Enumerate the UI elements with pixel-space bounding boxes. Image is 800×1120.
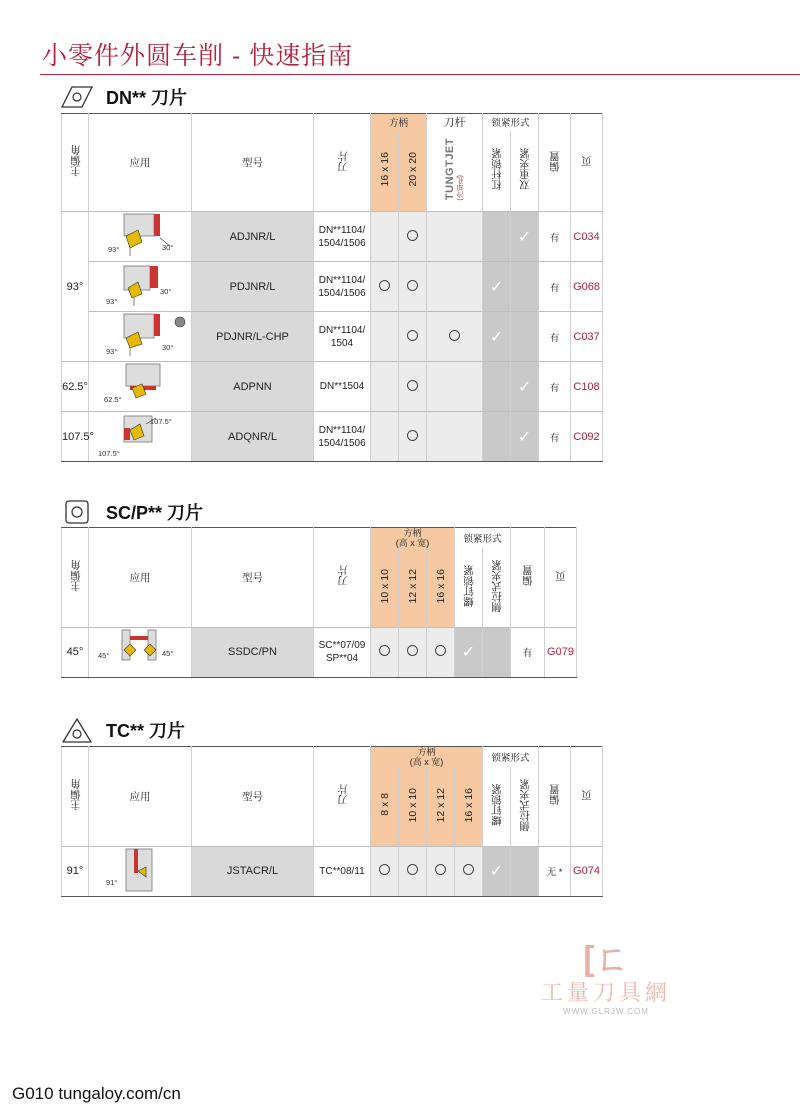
angle-cell: 62.5° — [62, 362, 89, 412]
tungtjet-logo: TUNGTJET — [443, 138, 456, 201]
col-page-header: 页 — [571, 114, 603, 212]
col-model-header: 型号 — [192, 747, 314, 847]
check-icon: ✓ — [489, 863, 504, 880]
offset-cell: 有 — [539, 362, 571, 412]
model-cell: PDJNR/L — [192, 262, 314, 312]
sc-section-title: SC/P** 刀片 — [106, 503, 204, 523]
col-model-header: 型号 — [192, 114, 314, 212]
col-page-header: 页 — [545, 528, 577, 628]
bar-logo: TUNGTJET(冷却孔) — [427, 131, 483, 212]
svg-text:93°: 93° — [106, 347, 118, 356]
size-cell — [371, 362, 399, 412]
clamp-header: 锁紧形式 — [483, 747, 539, 768]
check-icon: ✓ — [517, 378, 532, 396]
app-image — [89, 627, 192, 677]
bar-cell — [427, 412, 483, 462]
available-mark — [463, 864, 474, 875]
size-cell — [399, 262, 427, 312]
clamp-cell — [483, 362, 511, 412]
available-mark — [407, 280, 418, 291]
insert-cell: TC**08/11 — [314, 846, 371, 896]
size-cell — [399, 846, 427, 896]
shank-header: 方柄 (高 x 宽) — [371, 528, 455, 549]
sc-table — [61, 527, 577, 678]
table-row — [62, 846, 603, 896]
col-insert-header: 刀片 — [314, 747, 371, 847]
insert-cell: DN**1104/ 1504 — [314, 312, 371, 362]
clamp-screw: 螺钉锁紧 — [483, 767, 511, 846]
app-image — [89, 412, 192, 462]
clamp-cell — [455, 627, 483, 677]
offset-cell: 有 — [539, 312, 571, 362]
page-link[interactable]: C034 — [571, 212, 603, 262]
model-cell: ADQNR/L — [192, 412, 314, 462]
size-16: 16 x 16 — [371, 131, 399, 212]
available-mark — [407, 645, 418, 656]
svg-text:30°: 30° — [162, 343, 174, 352]
clamp-double: 双重夹紧 — [511, 131, 539, 212]
clamp-cell — [511, 846, 539, 896]
model-cell: SSDC/PN — [192, 627, 314, 677]
col-offset-header: 偏置 — [511, 528, 545, 628]
offset-cell: 有 — [511, 627, 545, 677]
table-row — [62, 362, 603, 412]
table-row — [62, 627, 577, 677]
insert-cell: SC**07/09 SP**04 — [314, 627, 371, 677]
col-angle-header: 主偏角 — [62, 528, 89, 628]
table-row — [62, 262, 603, 312]
app-image — [89, 312, 192, 362]
col-app-header: 应用 — [89, 114, 192, 212]
sc-section-heading — [60, 497, 203, 527]
footer — [12, 1084, 181, 1104]
size-12: 12 x 12 — [399, 548, 427, 627]
svg-text:45°: 45° — [162, 648, 174, 658]
page-link[interactable]: C092 — [571, 412, 603, 462]
insert-cell: DN**1104/ 1504/1506 — [314, 412, 371, 462]
svg-text:45°: 45° — [98, 650, 110, 660]
available-mark — [407, 380, 418, 391]
svg-text:30°: 30° — [162, 243, 174, 252]
page-link[interactable]: G068 — [571, 262, 603, 312]
col-insert-header: 刀片 — [314, 528, 371, 628]
offset-cell: 有 — [539, 212, 571, 262]
title-rule — [40, 74, 800, 75]
available-mark — [407, 230, 418, 241]
svg-text:91°: 91° — [106, 877, 118, 887]
available-mark — [407, 330, 418, 341]
size-cell — [371, 262, 399, 312]
insert-cell: DN**1104/ 1504/1506 — [314, 262, 371, 312]
bar-cell — [427, 212, 483, 262]
svg-text:30°: 30° — [160, 287, 172, 296]
size-cell — [427, 627, 455, 677]
watermark — [536, 942, 676, 1016]
size-10: 10 x 10 — [371, 548, 399, 627]
model-cell: JSTACR/L — [192, 846, 314, 896]
available-mark — [379, 645, 390, 656]
page-link[interactable]: C108 — [571, 362, 603, 412]
col-model-header: 型号 — [192, 528, 314, 628]
size-cell — [455, 846, 483, 896]
bar-header: 刀杆 — [427, 114, 483, 131]
page-link[interactable]: C037 — [571, 312, 603, 362]
dn-section-heading — [60, 82, 187, 112]
col-angle-header: 主偏角 — [62, 747, 89, 847]
clamp-cell — [511, 262, 539, 312]
size-cell — [371, 627, 399, 677]
tc-table — [61, 746, 603, 897]
watermark-url: WWW.GLRJW.COM — [563, 1007, 649, 1016]
col-app-header: 应用 — [89, 528, 192, 628]
app-image — [89, 362, 192, 412]
size-cell — [371, 312, 399, 362]
watermark-text: 工量刀具網 — [540, 981, 671, 1006]
available-mark — [435, 864, 446, 875]
footer-url[interactable]: tungaloy.com/cn — [58, 1084, 181, 1103]
shank-header: 方柄 (高 x 宽) — [371, 747, 483, 768]
bar-cell — [427, 312, 483, 362]
tc-section-title: TC** 刀片 — [106, 721, 186, 741]
clamp-cell — [511, 212, 539, 262]
page-title: 小零件外圆车削 - 快速指南 — [42, 42, 354, 70]
size-cell — [399, 627, 427, 677]
model-cell: ADPNN — [192, 362, 314, 412]
svg-text:62.5°: 62.5° — [104, 395, 122, 404]
clamp-cell — [483, 212, 511, 262]
clamp-lever: 杠杆锁紧 — [483, 131, 511, 212]
table-row — [62, 412, 603, 462]
available-mark — [379, 280, 390, 291]
size-16: 16 x 16 — [427, 548, 455, 627]
bar-cell — [427, 262, 483, 312]
offset-cell: 有 — [539, 262, 571, 312]
col-angle-header: 主偏角 — [62, 114, 89, 212]
tc-section-heading — [60, 715, 185, 745]
svg-text:93°: 93° — [106, 297, 118, 306]
col-offset-header: 偏置 — [539, 114, 571, 212]
col-offset-header: 偏置 — [539, 747, 571, 847]
size-12: 12 x 12 — [427, 767, 455, 846]
rhombus-insert-icon — [60, 84, 94, 110]
table-row — [62, 212, 603, 262]
clamp-cell — [483, 627, 511, 677]
app-image — [89, 212, 192, 262]
size-cell — [427, 846, 455, 896]
clamp-screw: 螺钉锁紧 — [455, 548, 483, 627]
available-mark — [407, 864, 418, 875]
available-mark — [379, 864, 390, 875]
clamp-header: 锁紧形式 — [455, 528, 511, 549]
angle-cell: 107.5° — [62, 412, 89, 462]
clamp-cell — [483, 262, 511, 312]
angle-cell: 93° — [62, 212, 89, 362]
page-link[interactable]: G074 — [571, 846, 603, 896]
dn-table — [61, 113, 603, 462]
insert-cell: DN**1104/ 1504/1506 — [314, 212, 371, 262]
clamp-side: 侧拉式夹紧 — [511, 767, 539, 846]
size-8: 8 x 8 — [371, 767, 399, 846]
insert-cell: DN**1504 — [314, 362, 371, 412]
clamp-cell — [511, 362, 539, 412]
app-image — [89, 846, 192, 896]
svg-text:107.5°: 107.5° — [98, 449, 120, 458]
col-app-header: 应用 — [89, 747, 192, 847]
available-mark — [407, 430, 418, 441]
model-cell: ADJNR/L — [192, 212, 314, 262]
clamp-header: 锁紧形式 — [483, 114, 539, 131]
page-code: G010 — [12, 1084, 54, 1103]
col-insert-header: 刀片 — [314, 114, 371, 212]
size-20: 20 x 20 — [399, 131, 427, 212]
angle-cell: 45° — [62, 627, 89, 677]
triangle-insert-icon — [60, 717, 94, 743]
check-icon: ✓ — [489, 278, 504, 296]
angle-cell: 91° — [62, 846, 89, 896]
clamp-cell — [483, 312, 511, 362]
watermark-logo: [ㄈ — [583, 940, 629, 978]
offset-cell: 有 — [539, 412, 571, 462]
dn-section-title: DN** 刀片 — [106, 88, 188, 108]
clamp-cell — [483, 412, 511, 462]
svg-text:93°: 93° — [108, 245, 120, 254]
check-icon: ✓ — [489, 328, 504, 346]
app-image — [89, 262, 192, 312]
size-cell — [399, 212, 427, 262]
offset-cell: 无 * — [539, 846, 571, 896]
size-cell — [399, 362, 427, 412]
size-cell — [399, 412, 427, 462]
page-link[interactable]: G079 — [545, 627, 577, 677]
clamp-cell — [511, 312, 539, 362]
svg-text:107.5°: 107.5° — [150, 417, 172, 426]
bar-cell — [427, 362, 483, 412]
col-page-header: 页 — [571, 747, 603, 847]
table-row — [62, 312, 603, 362]
clamp-cell — [483, 846, 511, 896]
available-mark — [449, 330, 460, 341]
check-icon: ✓ — [461, 644, 476, 661]
size-cell — [371, 412, 399, 462]
available-mark — [435, 645, 446, 656]
model-cell: PDJNR/L-CHP — [192, 312, 314, 362]
clamp-cell — [511, 412, 539, 462]
size-cell — [371, 212, 399, 262]
size-16: 16 x 16 — [455, 767, 483, 846]
clamp-side: 侧拉式夹紧 — [483, 548, 511, 627]
size-10: 10 x 10 — [399, 767, 427, 846]
square-insert-icon — [60, 499, 94, 525]
size-cell — [399, 312, 427, 362]
check-icon: ✓ — [517, 228, 532, 246]
shank-header: 方柄 — [371, 114, 427, 131]
check-icon: ✓ — [517, 428, 532, 446]
size-cell — [371, 846, 399, 896]
